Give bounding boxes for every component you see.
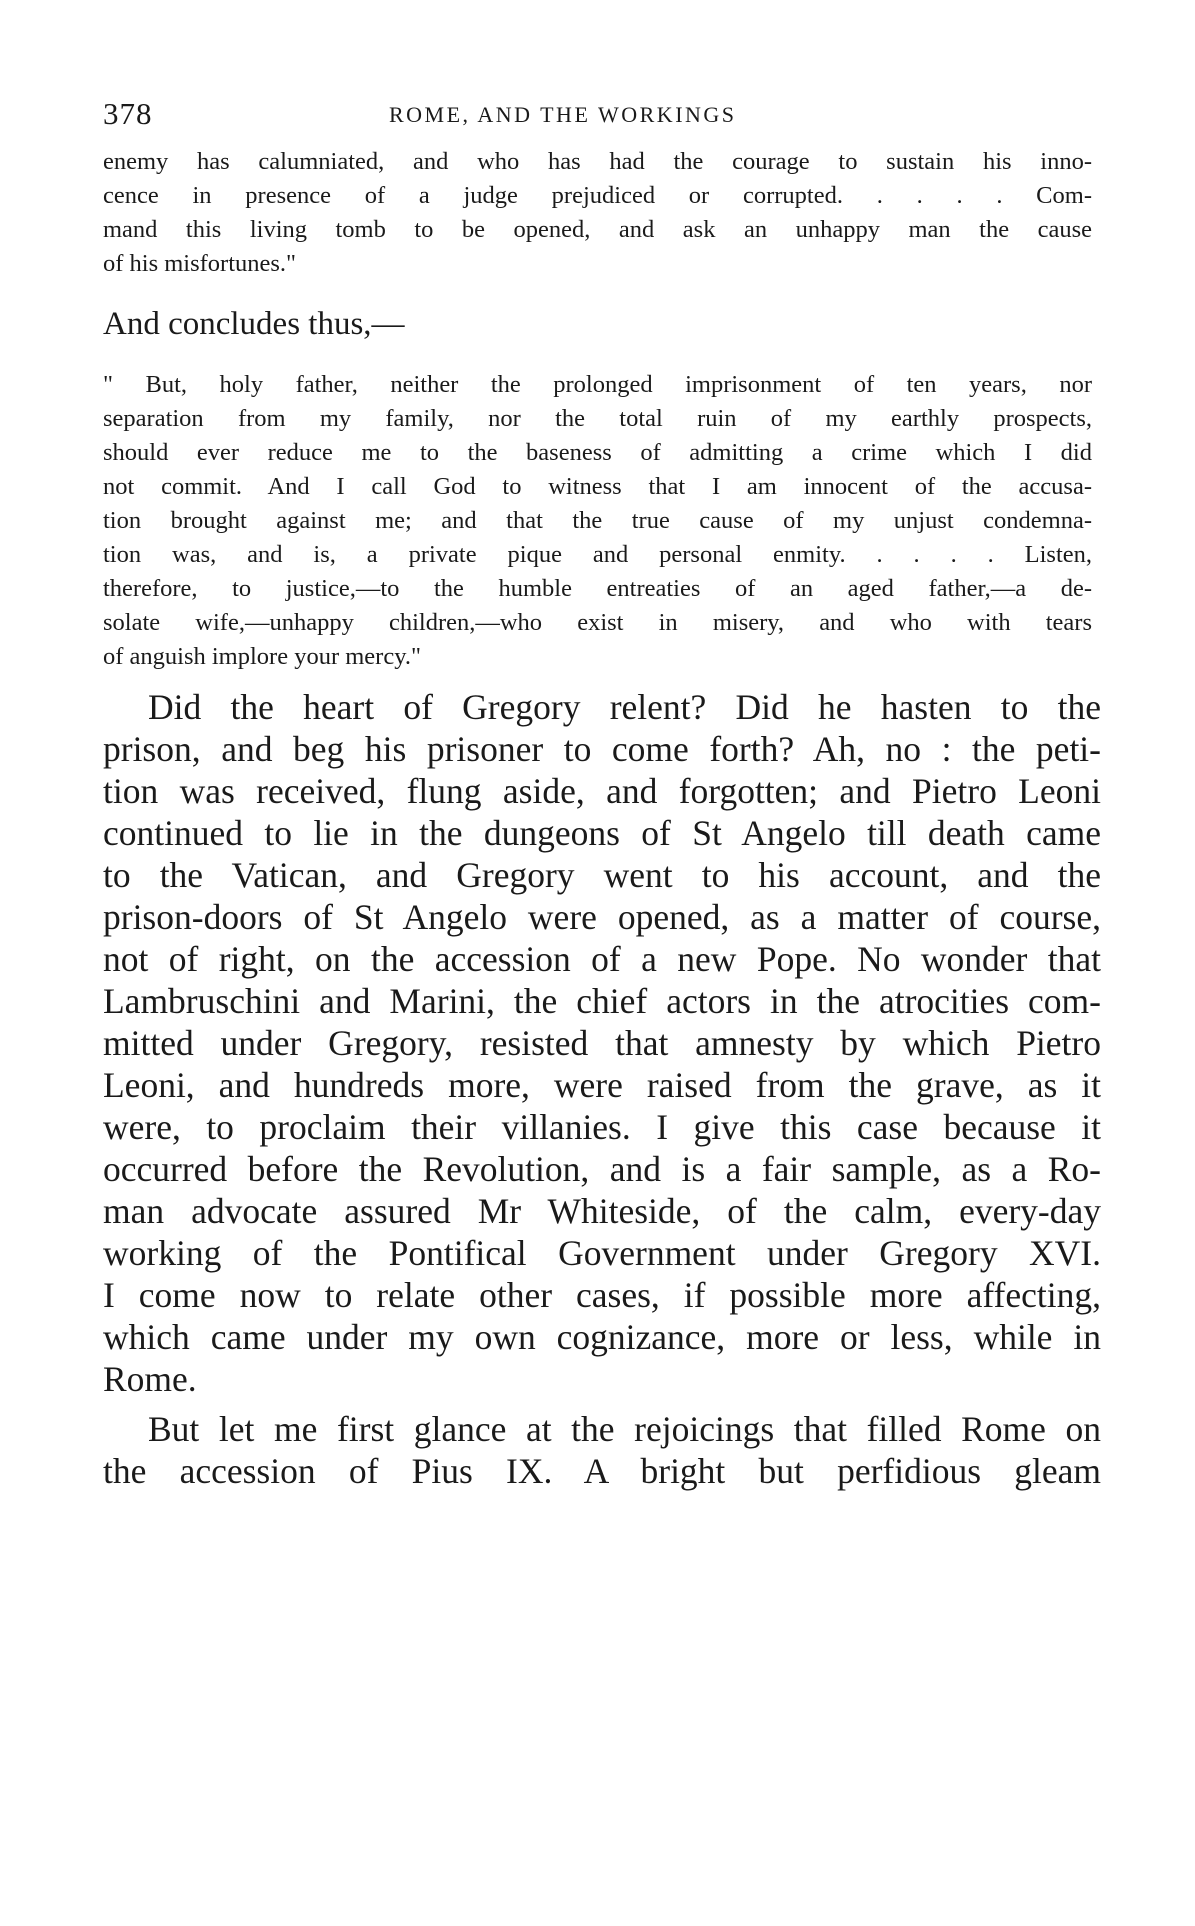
quote-line: tion brought against me; and that the true cause of my unjust condemna- — [103, 507, 1092, 534]
body-line: Lambruschini and Marini, the chief actors in the atrocities com- — [103, 981, 1101, 1021]
body-line: Rome. — [103, 1359, 197, 1399]
quote-line: tion was, and is, a private pique and personal enmity. . . . . Listen, — [103, 541, 1092, 568]
body-line: mitted under Gregory, resisted that amnesty by which Pietro — [103, 1023, 1101, 1063]
body-line: occurred before the Revolution, and is a fair sample, as a Ro- — [103, 1149, 1101, 1189]
quote-line: mand this living tomb to be opened, and ask an unhappy man the cause — [103, 216, 1092, 243]
quote-line: of his misfortunes." — [103, 250, 297, 277]
body-line: continued to lie in the dungeons of St Angelo till death came — [103, 813, 1101, 853]
quote-line: separation from my family, nor the total ruin of my earthly prospects, — [103, 405, 1092, 432]
running-head: ROME, AND THE WORKINGS — [389, 102, 737, 127]
body-line: tion was received, flung aside, and forgotten; and Pietro Leoni — [103, 771, 1101, 811]
quote-line: therefore, to justice,—to the humble entreaties of an aged father,—a de- — [103, 575, 1092, 602]
body-line: which came under my own cognizance, more or less, while in — [103, 1317, 1101, 1357]
page-number: 378 — [103, 96, 153, 131]
body-line: Did the heart of Gregory relent? Did he hasten to the — [148, 687, 1101, 727]
quote-line: not commit. And I call God to witness that I am innocent of the accusa- — [103, 473, 1092, 500]
body-line: man advocate assured Mr Whiteside, of the calm, every-day — [103, 1191, 1101, 1231]
page-header — [103, 96, 1103, 136]
body-line: the accession of Pius IX. A bright but perfidious gleam — [103, 1451, 1101, 1491]
quote-line: cence in presence of a judge prejudiced or corrupted. . . . . Com- — [103, 182, 1092, 209]
quote-line: solate wife,—unhappy children,—who exist in misery, and who with tears — [103, 609, 1092, 636]
body-line: But let me first glance at the rejoicings that filled Rome on — [148, 1409, 1101, 1449]
body-line: not of right, on the accession of a new Pope. No wonder that — [103, 939, 1101, 979]
body-line: to the Vatican, and Gregory went to his account, and the — [103, 855, 1101, 895]
quote-line: should ever reduce me to the baseness of admitting a crime which I did — [103, 439, 1092, 466]
body-line: I come now to relate other cases, if possible more affecting, — [103, 1275, 1101, 1315]
body-line: prison-doors of St Angelo were opened, as a matter of course, — [103, 897, 1101, 937]
quote-line: " But, holy father, neither the prolonged imprisonment of ten years, nor — [103, 371, 1092, 398]
quote-line: enemy has calumniated, and who has had the courage to sustain his inno- — [103, 148, 1092, 175]
body-line: working of the Pontifical Government under Gregory XVI. — [103, 1233, 1101, 1273]
body-line: prison, and beg his prisoner to come forth? Ah, no : the peti- — [103, 729, 1101, 769]
body-line: were, to proclaim their villanies. I give this case because it — [103, 1107, 1101, 1147]
body-line: Leoni, and hundreds more, were raised from the grave, as it — [103, 1065, 1101, 1105]
quote-line: of anguish implore your mercy." — [103, 643, 421, 670]
transition-line: And concludes thus,— — [103, 306, 405, 342]
